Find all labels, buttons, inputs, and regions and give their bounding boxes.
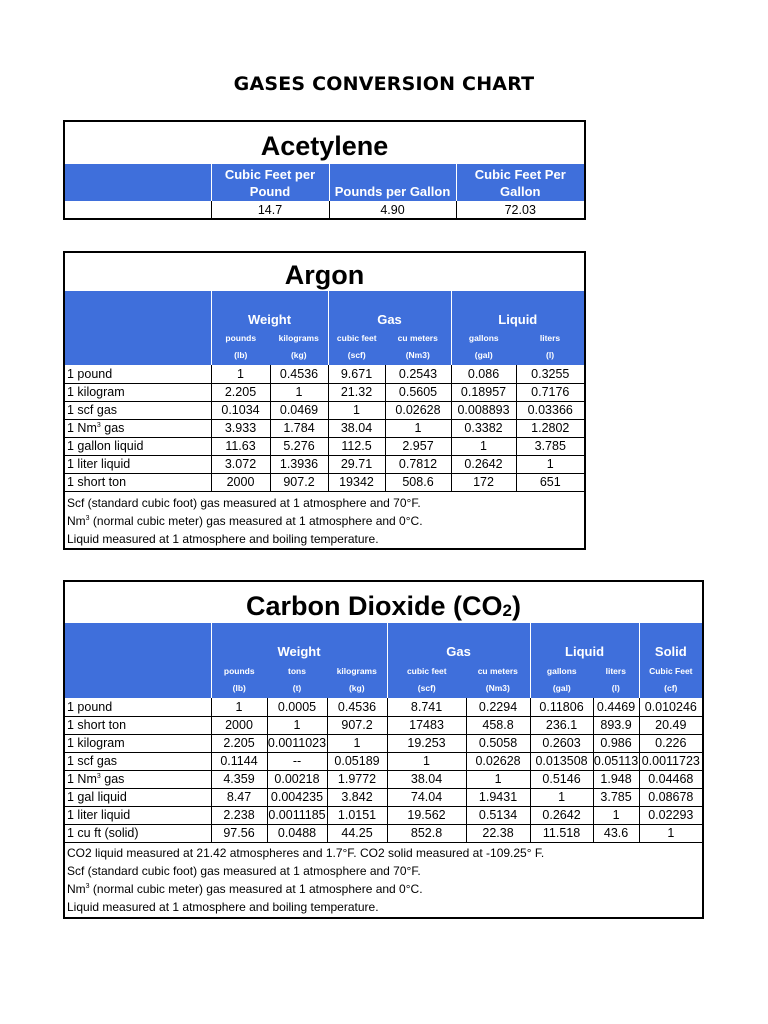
argon-group-header: Gas xyxy=(328,291,451,329)
co2-cell: 8.47 xyxy=(211,788,267,806)
co2-cell: 1 xyxy=(530,788,593,806)
co2-unit-abbr: (lb) xyxy=(232,682,246,693)
co2-unit-header xyxy=(593,661,639,698)
argon-cell: 9.671 xyxy=(328,365,385,383)
argon-cell: 5.276 xyxy=(270,437,328,455)
co2-cell: 1.0151 xyxy=(327,806,387,824)
argon-cell: 1.3936 xyxy=(270,455,328,473)
co2-unit-abbr: (gal) xyxy=(552,682,571,693)
co2-cell: 19.562 xyxy=(387,806,466,824)
argon-cell: 21.32 xyxy=(328,383,385,401)
argon-row-label: 1 kilogram xyxy=(65,383,211,401)
acetylene-value-blank xyxy=(65,201,211,218)
argon-cell: 1 xyxy=(211,365,270,383)
argon-cell: 0.2642 xyxy=(451,455,516,473)
co2-cell: 11.518 xyxy=(530,824,593,842)
argon-cell: 0.03366 xyxy=(516,401,584,419)
argon-cell: 172 xyxy=(451,473,516,491)
acetylene-value: 72.03 xyxy=(504,202,536,217)
co2-cell: 0.0488 xyxy=(267,824,327,842)
table-row xyxy=(65,455,584,473)
argon-unit-header xyxy=(270,329,328,365)
argon-cell: 0.086 xyxy=(451,365,516,383)
argon-cell: 11.63 xyxy=(211,437,270,455)
co2-unit-abbr: (l) xyxy=(611,682,620,693)
co2-table xyxy=(63,580,704,919)
co2-unit-name: pounds xyxy=(223,665,255,676)
argon-cell: 1 xyxy=(270,383,328,401)
argon-note: Nm$^3$ (normal cubic meter) gas measured at 1 atmosphere and 0°C. xyxy=(67,513,423,528)
co2-row-label-sup: 3 xyxy=(96,772,101,780)
co2-unit-name: cubic feet xyxy=(406,665,447,676)
argon-note: Scf (standard cubic foot) gas measured at 1 atmosphere and 70°F. xyxy=(67,495,421,510)
co2-cell: 1.9772 xyxy=(327,770,387,788)
argon-row-label: 1 gallon liquid xyxy=(65,437,211,455)
co2-cell: 0.0005 xyxy=(267,698,327,716)
co2-note: CO2 liquid measured at 21.42 atmospheres and 1.7°F. CO2 solid measured at -109.25° F. xyxy=(67,845,545,860)
argon-header-blank xyxy=(65,291,211,365)
co2-cell: 0.5146 xyxy=(530,770,593,788)
co2-title-close: ) xyxy=(511,591,521,621)
co2-cell: 0.2642 xyxy=(530,806,593,824)
co2-unit-header xyxy=(327,661,387,698)
argon-unit-abbr: (Nm3) xyxy=(405,350,430,360)
co2-cell: 43.6 xyxy=(593,824,639,842)
argon-cell: 651 xyxy=(516,473,584,491)
argon-unit-name: kilograms xyxy=(278,333,319,343)
co2-row-label: 1 scf gas xyxy=(65,752,211,770)
co2-cell: 2000 xyxy=(211,716,267,734)
co2-cell: 0.2603 xyxy=(530,734,593,752)
argon-unit-abbr: (kg) xyxy=(290,350,307,360)
table-row xyxy=(65,365,584,383)
co2-row-label: 1 short ton xyxy=(65,716,211,734)
argon-cell: 907.2 xyxy=(270,473,328,491)
argon-cell: 0.1034 xyxy=(211,401,270,419)
co2-cell: 0.05189 xyxy=(327,752,387,770)
co2-title-subscript: 2 xyxy=(502,601,512,620)
argon-unit-name: liters xyxy=(539,333,561,343)
argon-row-label: 1 pound xyxy=(65,365,211,383)
table-row xyxy=(65,752,702,770)
co2-cell: 0.02628 xyxy=(466,752,530,770)
argon-unit-header xyxy=(516,329,584,365)
co2-cell: 893.9 xyxy=(593,716,639,734)
co2-unit-abbr: (Nm3) xyxy=(485,682,510,693)
co2-cell: 20.49 xyxy=(639,716,702,734)
co2-cell: 38.04 xyxy=(387,770,466,788)
co2-note-sup: 3 xyxy=(85,882,90,890)
co2-row-label: 1 Nm$^3$ gas xyxy=(65,770,211,788)
argon-cell: 0.3382 xyxy=(451,419,516,437)
co2-row-label: 1 kilogram xyxy=(65,734,211,752)
argon-unit-abbr: (l) xyxy=(546,350,555,360)
argon-unit-header xyxy=(451,329,516,365)
co2-cell: 0.0011185 xyxy=(268,808,326,822)
argon-cell: 0.3255 xyxy=(516,365,584,383)
argon-cell: 0.7812 xyxy=(385,455,451,473)
acetylene-value: 4.90 xyxy=(329,201,456,218)
co2-note: Liquid measured at 1 atmosphere and boiling temperature. xyxy=(67,899,379,914)
argon-cell: 0.2543 xyxy=(385,365,451,383)
acetylene-title: Acetylene xyxy=(260,131,389,161)
co2-row-label: 1 gal liquid xyxy=(65,788,211,806)
argon-group-header: Liquid xyxy=(451,291,584,329)
co2-cell: 1 xyxy=(211,698,267,716)
co2-cell: 0.5058 xyxy=(466,734,530,752)
argon-cell: 2.205 xyxy=(211,383,270,401)
co2-cell: 2.205 xyxy=(211,734,267,752)
argon-cell: 0.5605 xyxy=(385,383,451,401)
argon-unit-header xyxy=(211,329,270,365)
co2-unit-name: tons xyxy=(288,665,306,676)
table-row xyxy=(65,734,702,752)
co2-cell: 0.013508 xyxy=(530,752,593,770)
co2-unit-abbr: (kg) xyxy=(348,682,365,693)
co2-cell: 0.08678 xyxy=(639,788,702,806)
co2-cell: -- xyxy=(267,752,327,770)
co2-unit-name: kilograms xyxy=(336,665,377,676)
co2-title xyxy=(65,582,702,623)
co2-row-label: 1 cu ft (solid) xyxy=(65,824,211,842)
co2-unit-name: gallons xyxy=(546,665,577,676)
co2-group-header: Liquid xyxy=(530,623,639,661)
co2-cell: 0.004235 xyxy=(267,788,327,806)
co2-cell: 4.359 xyxy=(211,770,267,788)
co2-grid xyxy=(65,623,702,843)
argon-cell: 3.785 xyxy=(516,437,584,455)
co2-header-blank xyxy=(65,623,211,698)
co2-cell: 0.0011023 xyxy=(267,736,327,750)
acetylene-value: 14.7 xyxy=(211,201,329,218)
table-row xyxy=(65,824,702,842)
argon-unit-abbr: (gal) xyxy=(474,350,493,360)
co2-unit-header xyxy=(267,661,327,698)
co2-cell: 0.226 xyxy=(639,734,702,752)
co2-cell: 0.010246 xyxy=(639,698,702,716)
argon-row-label: 1 Nm$^3$ gas xyxy=(65,419,211,437)
page-title: GASES CONVERSION CHART xyxy=(233,73,535,95)
table-row xyxy=(65,437,584,455)
acetylene-table xyxy=(63,120,586,220)
co2-unit-header xyxy=(211,661,267,698)
co2-cell: 236.1 xyxy=(530,716,593,734)
argon-cell: 1 xyxy=(328,401,385,419)
co2-cell: 0.02293 xyxy=(639,806,702,824)
co2-unit-name: liters xyxy=(605,665,626,676)
co2-cell: 3.785 xyxy=(593,788,639,806)
argon-cell: 2000 xyxy=(211,473,270,491)
co2-cell: 1.9431 xyxy=(466,788,530,806)
co2-cell: 22.38 xyxy=(466,824,530,842)
co2-cell: 74.04 xyxy=(387,788,466,806)
co2-cell: 17483 xyxy=(387,716,466,734)
argon-unit-name: pounds xyxy=(225,333,257,343)
argon-cell: 3.072 xyxy=(211,455,270,473)
argon-cell: 112.5 xyxy=(328,437,385,455)
argon-cell: 19342 xyxy=(328,473,385,491)
co2-unit-header xyxy=(466,661,530,698)
co2-cell: 0.4536 xyxy=(327,698,387,716)
co2-unit-abbr: (cf) xyxy=(664,682,678,693)
argon-cell: 0.008893 xyxy=(451,401,516,419)
argon-cell: 0.7176 xyxy=(516,383,584,401)
co2-cell: 458.8 xyxy=(466,716,530,734)
argon-group-header: Weight xyxy=(211,291,328,329)
co2-cell: 1 xyxy=(639,824,702,842)
co2-cell: 0.0011723 xyxy=(639,752,702,770)
argon-unit-name: cu meters xyxy=(397,333,438,343)
table-row xyxy=(65,383,584,401)
co2-cell: 907.2 xyxy=(327,716,387,734)
co2-cell: 1 xyxy=(593,806,639,824)
co2-cell: 0.1144 xyxy=(211,752,267,770)
argon-grid xyxy=(65,291,584,492)
co2-unit-name: Cubic Feet xyxy=(649,665,693,676)
table-row xyxy=(65,473,584,491)
co2-row-label: 1 pound xyxy=(65,698,211,716)
co2-cell: 0.5134 xyxy=(466,806,530,824)
argon-cell: 0.02628 xyxy=(385,401,451,419)
argon-note: Liquid measured at 1 atmosphere and boiling temperature. xyxy=(67,531,379,546)
argon-unit-name: gallons xyxy=(468,333,499,343)
argon-row-label-sup: 3 xyxy=(96,421,101,429)
co2-cell: 0.00218 xyxy=(267,770,327,788)
argon-row-label: 1 liter liquid xyxy=(65,455,211,473)
co2-group-header: Solid xyxy=(639,623,702,661)
argon-unit-header xyxy=(385,329,451,365)
co2-note: Nm$^3$ (normal cubic meter) gas measured at 1 atmosphere and 0°C. xyxy=(67,881,423,896)
co2-cell: 3.842 xyxy=(327,788,387,806)
argon-cell: 38.04 xyxy=(328,419,385,437)
argon-cell: 2.957 xyxy=(385,437,451,455)
argon-note-sup: 3 xyxy=(85,514,90,522)
argon-unit-abbr: (lb) xyxy=(234,350,248,360)
co2-cell: 0.11806 xyxy=(530,698,593,716)
table-row xyxy=(65,698,702,716)
argon-cell: 1 xyxy=(516,455,584,473)
acetylene-header-cell: Cubic Feet Per Gallon xyxy=(456,164,584,201)
table-row xyxy=(65,419,584,437)
co2-cell: 19.253 xyxy=(387,734,466,752)
argon-cell: 0.4536 xyxy=(270,365,328,383)
argon-cell: 1 xyxy=(385,419,451,437)
co2-cell: 1 xyxy=(267,716,327,734)
co2-cell: 1 xyxy=(327,734,387,752)
argon-cell: 3.933 xyxy=(211,419,270,437)
co2-unit-header xyxy=(639,661,702,698)
co2-row-label: 1 liter liquid xyxy=(65,806,211,824)
co2-group-header: Weight xyxy=(211,623,387,661)
co2-unit-abbr: (t) xyxy=(292,682,302,693)
argon-cell: 508.6 xyxy=(385,473,451,491)
table-row xyxy=(65,770,702,788)
argon-table xyxy=(63,251,586,550)
argon-cell: 29.71 xyxy=(328,455,385,473)
acetylene-header-cell: Pounds per Gallon xyxy=(329,164,456,201)
table-row xyxy=(65,788,702,806)
co2-cell: 97.56 xyxy=(211,824,267,842)
co2-note: Scf (standard cubic foot) gas measured at 1 atmosphere and 70°F. xyxy=(67,863,421,878)
argon-unit-name: cubic feet xyxy=(336,333,377,343)
argon-cell: 1.2802 xyxy=(516,419,584,437)
co2-cell: 0.986 xyxy=(593,734,639,752)
co2-unit-abbr: (scf) xyxy=(417,682,436,693)
co2-cell: 852.8 xyxy=(387,824,466,842)
table-row xyxy=(65,806,702,824)
argon-unit-header xyxy=(328,329,385,365)
table-row xyxy=(65,401,584,419)
table-row xyxy=(65,716,702,734)
co2-unit-name: cu meters xyxy=(477,665,518,676)
argon-notes xyxy=(65,492,584,548)
acetylene-header-cell: Cubic Feet per Pound xyxy=(211,164,329,201)
co2-cell: 0.05113 xyxy=(593,754,639,768)
co2-cell: 1 xyxy=(466,770,530,788)
argon-title: Argon xyxy=(284,260,365,290)
co2-unit-header xyxy=(387,661,466,698)
argon-cell: 1 xyxy=(451,437,516,455)
co2-cell: 8.741 xyxy=(387,698,466,716)
co2-cell: 0.4469 xyxy=(593,698,639,716)
co2-unit-header xyxy=(530,661,593,698)
argon-cell: 0.0469 xyxy=(270,401,328,419)
co2-group-header: Gas xyxy=(387,623,530,661)
co2-cell: 44.25 xyxy=(327,824,387,842)
argon-unit-abbr: (scf) xyxy=(347,350,366,360)
co2-cell: 0.2294 xyxy=(466,698,530,716)
co2-notes xyxy=(65,843,702,916)
acetylene-header-blank xyxy=(65,164,211,201)
co2-title-text: Carbon Dioxide (CO xyxy=(246,591,503,621)
co2-cell: 2.238 xyxy=(211,806,267,824)
co2-cell: 1.948 xyxy=(593,770,639,788)
argon-cell: 0.18957 xyxy=(451,383,516,401)
co2-cell: 1 xyxy=(387,752,466,770)
acetylene-grid xyxy=(65,164,584,218)
argon-row-label: 1 scf gas xyxy=(65,401,211,419)
argon-cell: 1.784 xyxy=(270,419,328,437)
argon-row-label: 1 short ton xyxy=(65,473,211,491)
co2-cell: 0.04468 xyxy=(639,770,702,788)
